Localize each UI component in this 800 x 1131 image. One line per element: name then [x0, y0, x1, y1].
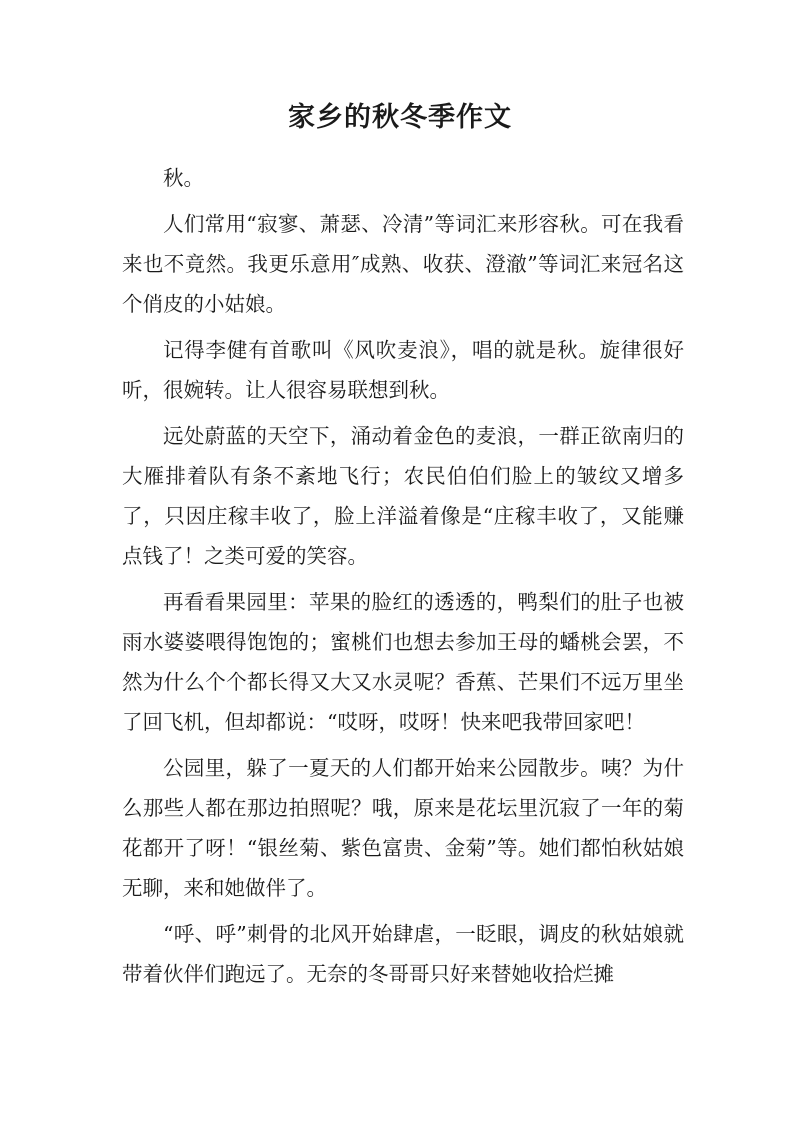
- document-title: 家乡的秋冬季作文: [288, 102, 512, 133]
- paragraph: 人们常用“寂寥、萧瑟、冷清”等词汇来形容秋。可在我看来也不竟然。我更乐意用″成熟、收获、澄澈”等词汇来冠名这个俏皮的小姑娘。: [122, 212, 684, 316]
- document-body: [122, 158, 684, 1000]
- paragraph: “呼、呼”刺骨的北风开始肆虐，一眨眼，调皮的秋姑娘就带着伙伴们跑远了。无奈的冬哥哥只好来替她收拾烂摊: [122, 922, 684, 986]
- paragraph: 再看看果园里：苹果的脸红的透透的，鸭梨们的肚子也被雨水婆婆喂得饱饱的；蜜桃们也想去参加王母的蟠桃会罢，不然为什么个个都长得又大又水灵呢？香蕉、芒果们不远万里坐了回飞机，但却都说：“哎呀，哎呀！快来吧我带回家吧！: [122, 590, 684, 734]
- paragraph: 秋。: [163, 166, 204, 190]
- paragraph: 记得李健有首歌叫《风吹麦浪》，唱的就是秋。旋律很好听，很婉转。让人很容易联想到秋。: [122, 338, 684, 402]
- paragraph: 远处蔚蓝的天空下，涌动着金色的麦浪，一群正欲南归的大雁排着队有条不紊地飞行；农民伯伯们脸上的皱纹又增多了，只因庄稼丰收了，脸上洋溢着像是“庄稼丰收了，又能赚点钱了！之类可爱的笑容。: [122, 424, 684, 568]
- paragraph: 公园里，躲了一夏天的人们都开始来公园散步。咦？为什么那些人都在那边拍照呢？哦，原来是花坛里沉寂了一年的菊花都开了呀！“银丝菊、紫色富贵、金菊”等。她们都怕秋姑娘无聊，来和她做伴了。: [122, 756, 684, 900]
